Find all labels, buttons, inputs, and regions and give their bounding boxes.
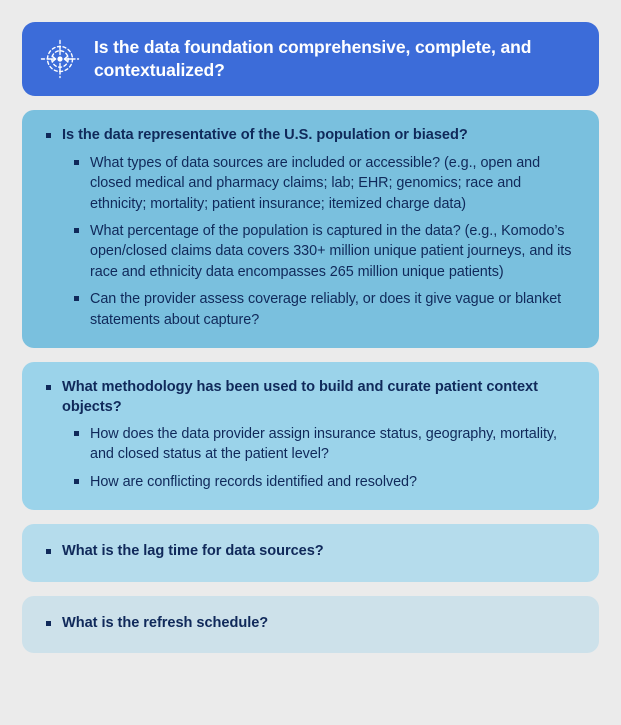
sub-question-text: How are conflicting records identified and resolved?	[90, 473, 417, 490]
sub-question-list	[62, 424, 577, 492]
bullet-square-icon	[74, 479, 79, 484]
sub-question-item	[72, 289, 577, 330]
bullet-square-icon	[46, 133, 51, 138]
sub-question-item	[72, 472, 577, 492]
sub-question-item	[72, 221, 577, 282]
question-heading	[44, 126, 577, 330]
question-card-3	[22, 524, 599, 581]
sub-question-text: What types of data sources are included or accessible? (e.g., open and closed medical and pharmacy claims; lab; EHR; genomics; race and ethnicity; mortality; patient insurance; itemized charge data)	[90, 154, 541, 212]
sub-question-text: Can the provider assess coverage reliably, or does it give vague or blanket statements about capture?	[90, 291, 562, 328]
sub-question-item	[72, 153, 577, 214]
question-list-4	[44, 614, 577, 633]
bullet-square-icon	[46, 621, 51, 626]
question-heading	[44, 542, 577, 561]
question-card-1	[22, 110, 599, 348]
bullet-square-icon	[46, 385, 51, 390]
question-list-1	[44, 126, 577, 330]
question-card-2	[22, 362, 599, 510]
target-crosshair-icon	[38, 37, 82, 81]
sub-question-text: How does the data provider assign insurance status, geography, mortality, and closed status at the patient level?	[90, 426, 557, 463]
bullet-square-icon	[74, 228, 79, 233]
bullet-square-icon	[46, 549, 51, 554]
bullet-square-icon	[74, 296, 79, 301]
bullet-square-icon	[74, 160, 79, 165]
sub-question-text: What percentage of the population is captured in the data? (e.g., Komodo’s open/closed claims data covers 330+ million unique patient journeys, and its race and ethnicity data encompasses 265 million unique patients)	[90, 222, 572, 280]
question-heading-text: What is the lag time for data sources?	[62, 543, 324, 560]
sub-question-list	[62, 153, 577, 331]
sub-question-item	[72, 424, 577, 465]
question-heading-text: What methodology has been used to build and curate patient context objects?	[62, 379, 538, 415]
question-list-2	[44, 378, 577, 492]
question-heading-text: Is the data representative of the U.S. population or biased?	[62, 127, 468, 144]
question-list-3	[44, 542, 577, 561]
header-title: Is the data foundation comprehensive, complete, and contextualized?	[94, 37, 532, 81]
question-heading	[44, 378, 577, 492]
question-heading	[44, 614, 577, 633]
header-banner	[22, 22, 599, 96]
question-card-4	[22, 596, 599, 653]
bullet-square-icon	[74, 431, 79, 436]
question-heading-text: What is the refresh schedule?	[62, 614, 269, 631]
